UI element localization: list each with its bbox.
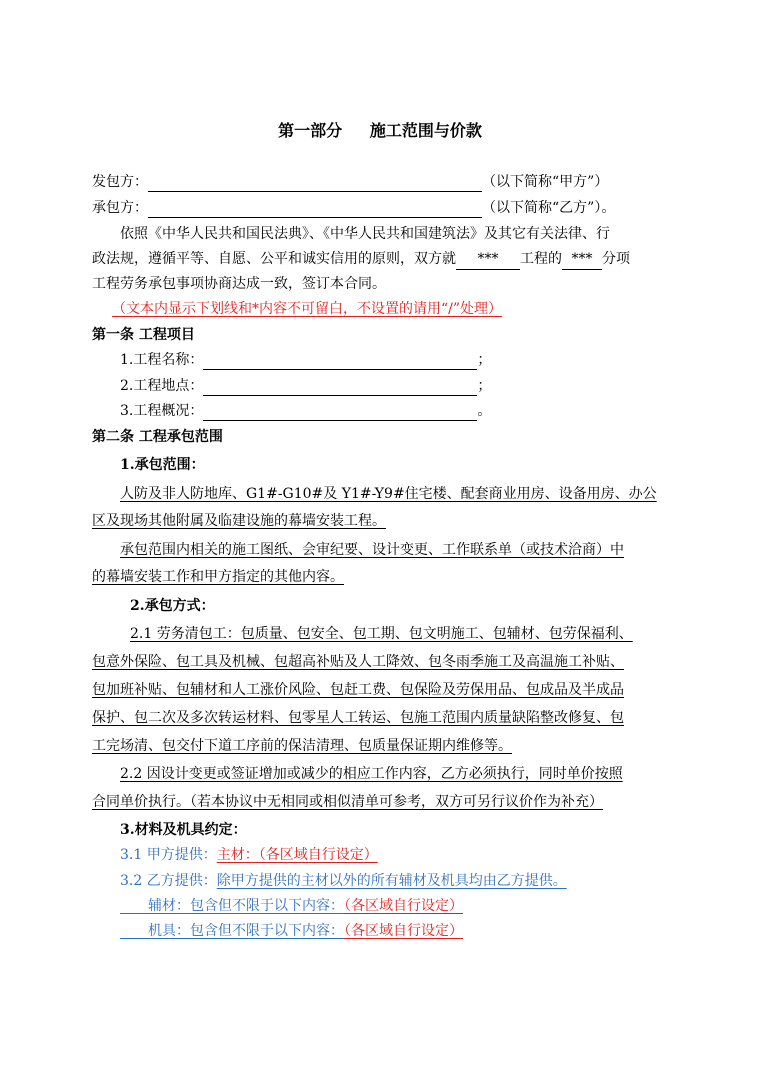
tool-row — [120, 921, 463, 941]
scope-p2-line2: 的幕墙安装工作和甲方指定的其他内容。 — [92, 569, 344, 585]
project-name-blank[interactable]: *** — [456, 249, 520, 270]
material-31-value: 主材：（各区域自行设定） — [216, 847, 378, 863]
mode-22-line2: 合同单价执行。（若本协议中无相同或相似清单可参考，双方可另行议价作为补充） — [92, 794, 603, 810]
fill-note: （文本内显示下划线和*内容不可留白，不设置的请用“/”处理） — [112, 301, 503, 317]
tool-text: 机具：包含但不限于以下内容： — [148, 923, 344, 939]
project-name-label: 1.工程名称： — [120, 352, 204, 368]
scope-p2-line1: 承包范围内相关的施工图纸、会审纪要、设计变更、工作联系单（或技术洽商）中 — [120, 542, 624, 558]
scope-heading: 1.承包范围： — [120, 457, 205, 473]
mode-22-line1: 2.2 因设计变更或签证增加或减少的相应工作内容，乙方必须执行，同时单价按照 — [120, 766, 623, 782]
chengbao-label: 承包方： — [92, 200, 148, 216]
material-31-row — [120, 845, 378, 865]
mode-heading: 2.承包方式： — [130, 598, 215, 614]
aux-material-label — [120, 898, 344, 914]
mode-21-line3: 包加班补贴、包辅材和人工涨价风险、包赶工费、包保险及劳保用品、包成品及半成品 — [92, 682, 624, 698]
mode-21-line5: 工完场清、包交付下道工序前的保洁清理、包质量保证期内维修等。 — [92, 738, 512, 754]
project-overview-label: 3.工程概况： — [120, 403, 204, 419]
fabao-label: 发包方： — [92, 174, 148, 190]
project-name-field[interactable] — [203, 355, 477, 370]
intro-line-2c: 工程的 — [520, 251, 562, 267]
project-site-row — [120, 376, 491, 396]
mode-21-line1: 2.1 劳务清包工：包质量、包安全、包工期、包文明施工、包辅材、包劳保福利、 — [130, 626, 633, 642]
intro-line-2e: 分项 — [602, 251, 630, 267]
material-32-row — [120, 871, 567, 891]
chengbao-row — [92, 198, 615, 218]
intro-line-3: 工程劳务承包事项协商达成一致，签订本合同。 — [92, 276, 386, 292]
fabao-row — [92, 172, 608, 192]
project-overview-end: 。 — [477, 403, 492, 419]
mode-21-line4: 保护、包二次及多次转运材料、包零星人工转运、包施工范围内质量缺陷整改修复、包 — [92, 710, 624, 726]
mode-21-line2: 包意外保险、包工具及机械、包超高补贴及人工降效、包冬雨季施工及高温施工补贴、 — [92, 654, 624, 670]
article2-heading: 第二条 工程承包范围 — [92, 429, 223, 445]
project-name-end: ； — [477, 352, 492, 368]
material-32-label: 3.2 乙方提供： — [120, 873, 217, 889]
scope-p1-line1: 人防及非人防地库、G1#-G10#及 Y1#-Y9#住宅楼、配套商业用房、设备用房、办公 — [120, 486, 657, 502]
sub-project-blank[interactable]: *** — [562, 249, 602, 270]
project-overview-row — [120, 401, 491, 421]
aux-material-text: 辅材：包含但不限于以下内容： — [148, 898, 344, 914]
project-site-end: ； — [477, 378, 492, 394]
intro-line-2 — [92, 249, 630, 270]
fabao-suffix: （以下简称“甲方”） — [482, 174, 609, 190]
tool-value: （各区域自行设定） — [344, 923, 463, 939]
material-heading: 3.材料及机具约定： — [120, 822, 247, 838]
project-name-row — [120, 350, 491, 370]
material-32-value: 除甲方提供的主材以外的所有辅材及机具均由乙方提供。 — [216, 873, 567, 889]
aux-material-value: （各区域自行设定） — [344, 898, 463, 914]
project-overview-field[interactable] — [203, 406, 477, 421]
project-site-label: 2.工程地点： — [120, 378, 204, 394]
chengbao-suffix: （以下简称“乙方”）。 — [482, 200, 616, 216]
intro-line-2a: 政法规，遵循平等、自愿、公平和诚实信用的原则，双方就 — [92, 251, 456, 267]
fabao-field[interactable] — [148, 177, 482, 192]
page-title: 第一部分 施工范围与价款 — [278, 121, 482, 140]
article1-heading: 第一条 工程项目 — [92, 327, 195, 343]
aux-material-row — [120, 896, 463, 916]
intro-line-1: 依照《中华人民共和国民法典》、《中华人民共和国建筑法》及其它有关法律、行 — [120, 226, 610, 242]
scope-p1-line2: 区及现场其他附属及临建设施的幕墙安装工程。 — [92, 513, 386, 529]
project-site-field[interactable] — [203, 381, 477, 396]
tool-label — [120, 923, 344, 939]
chengbao-field[interactable] — [148, 203, 482, 218]
material-31-label: 3.1 甲方提供： — [120, 847, 217, 863]
